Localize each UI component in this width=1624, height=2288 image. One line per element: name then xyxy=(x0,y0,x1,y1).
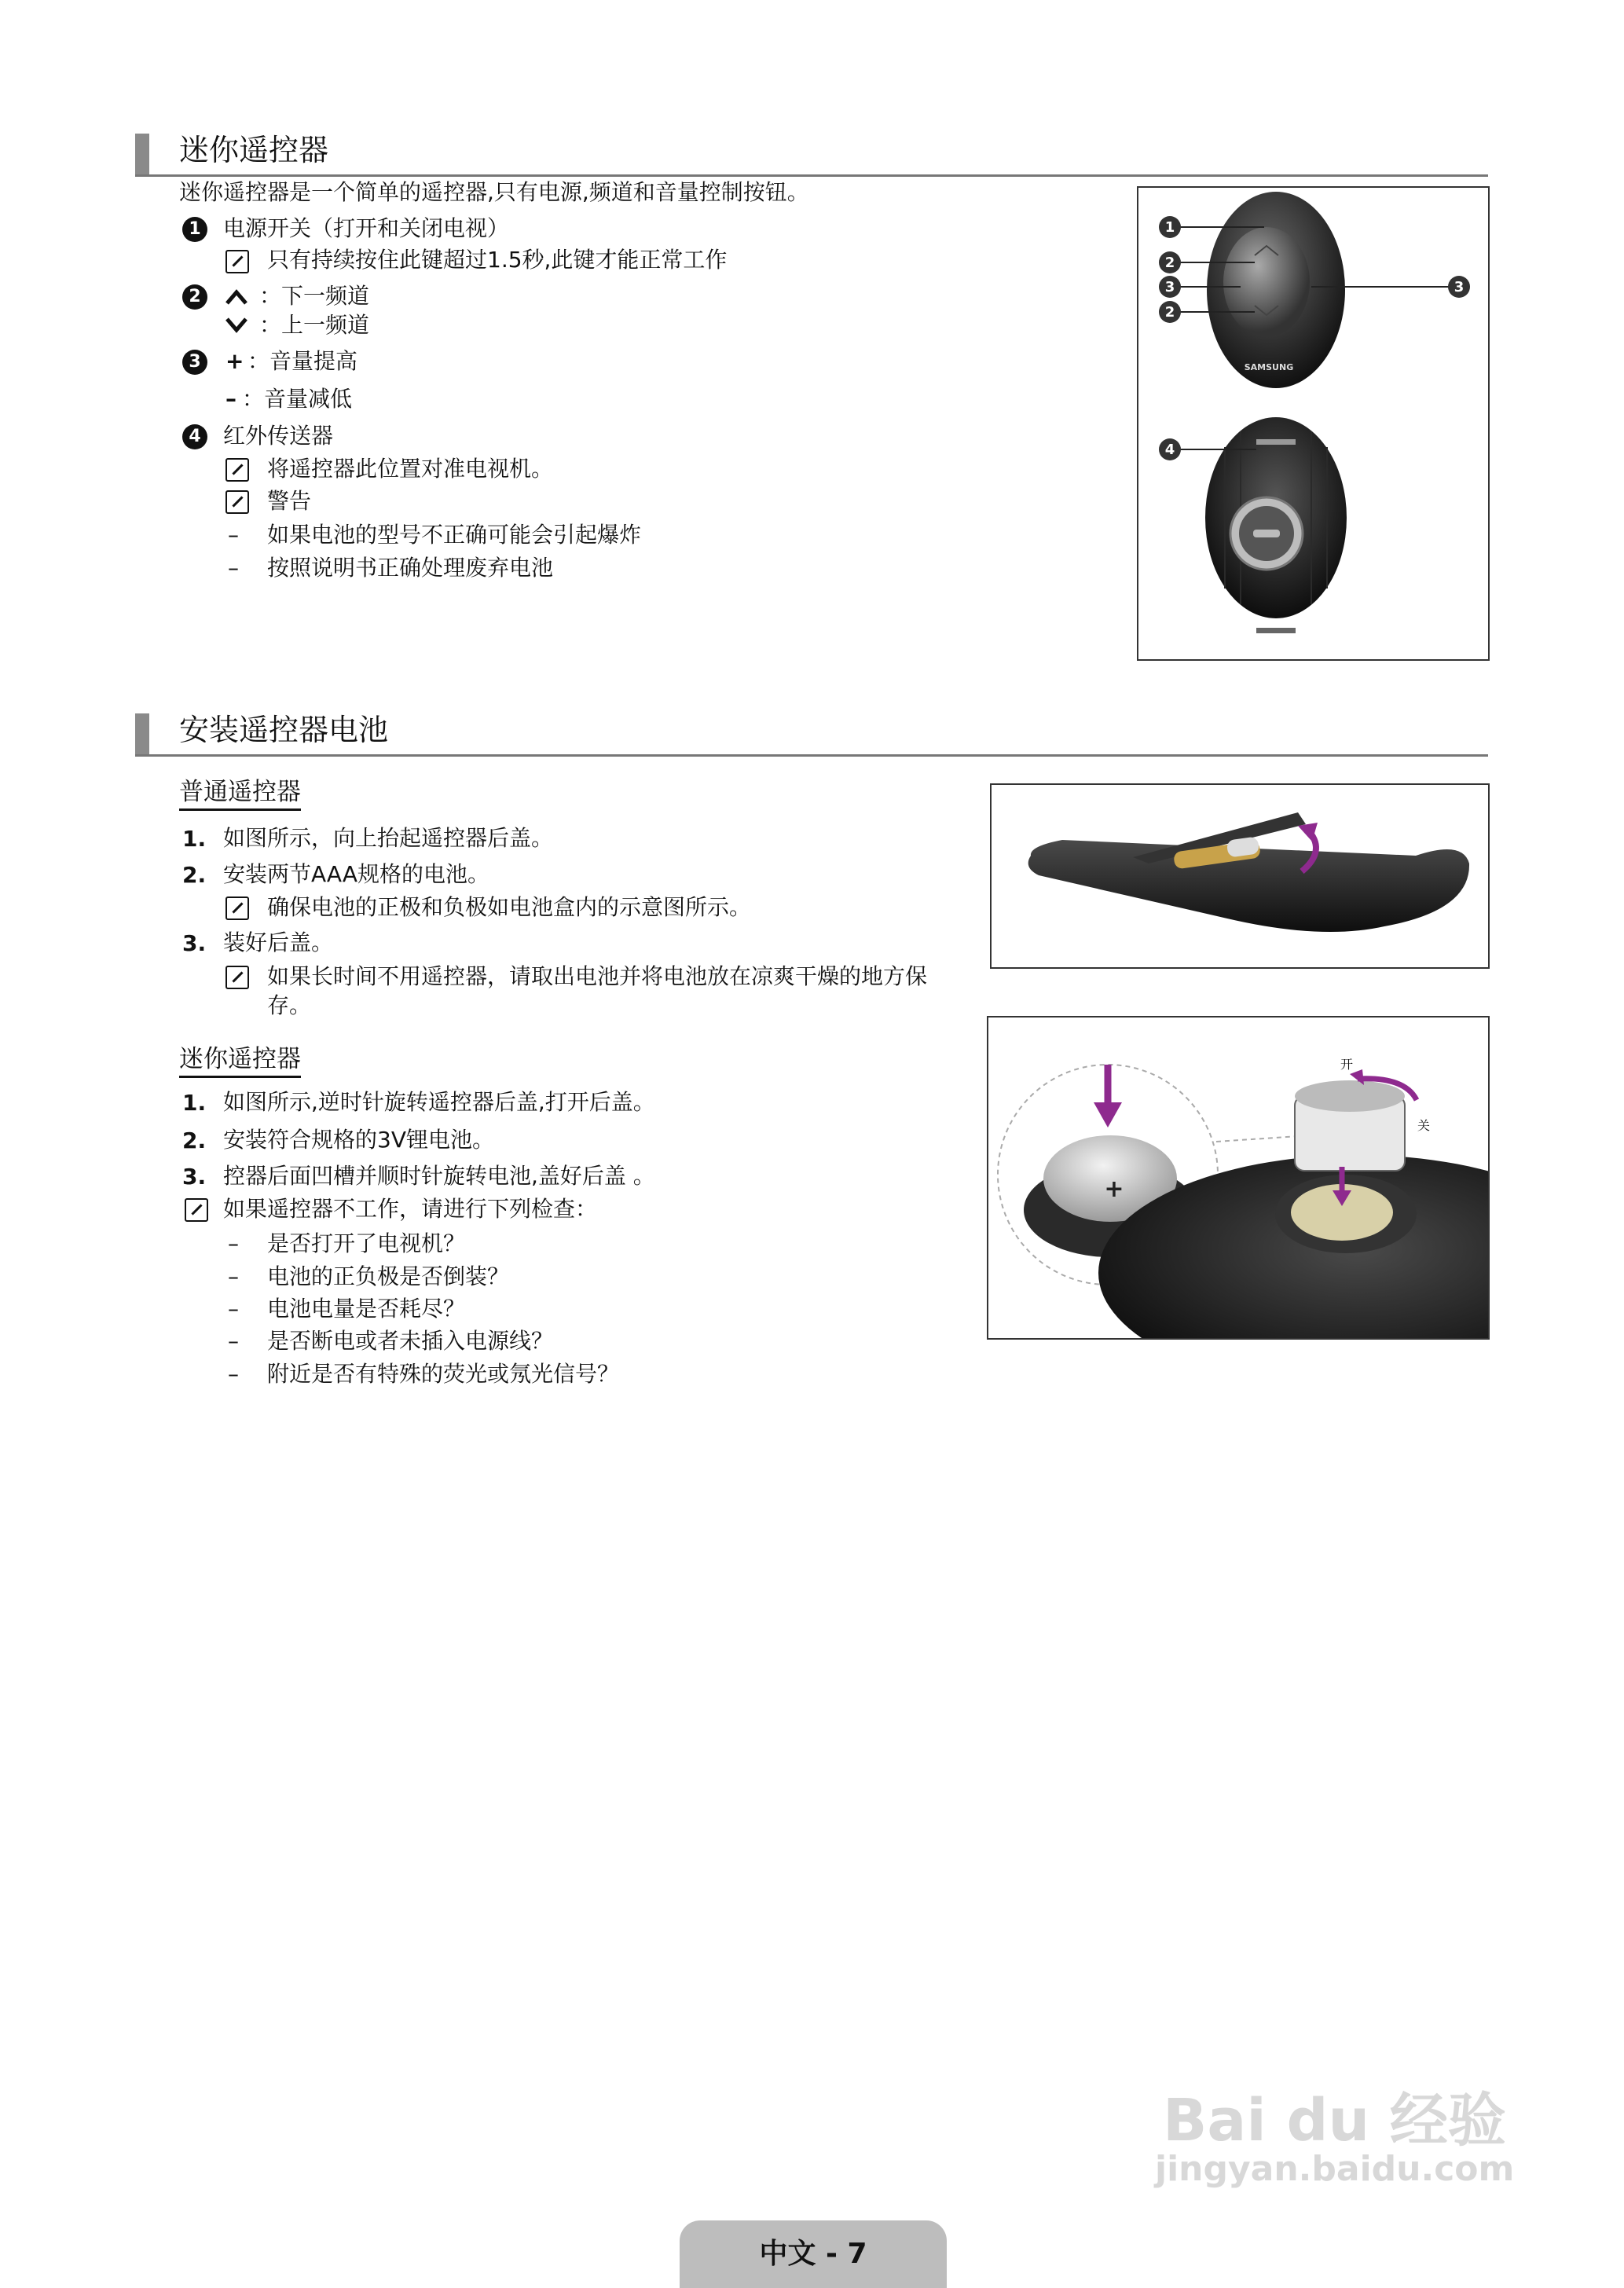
mini-step-2: 安装符合规格的3V锂电池。 xyxy=(223,1127,494,1153)
note-icon xyxy=(185,1198,208,1222)
section-title-mini-remote: 迷你遥控器 xyxy=(179,133,329,167)
channel-down-text: ：上一频道 xyxy=(259,312,370,338)
dash-bullet: – xyxy=(228,1328,239,1354)
section-marker xyxy=(135,134,149,174)
mini-step-3: 控器后面凹槽并顺时针旋转电池,盖好后盖 。 xyxy=(223,1163,655,1189)
section-title-battery-install: 安装遥控器电池 xyxy=(179,713,389,747)
fig-callout: 1 xyxy=(1164,219,1175,236)
step-number: 2. xyxy=(182,862,207,888)
volume-up-text: ：音量提高 xyxy=(247,348,358,374)
note-icon xyxy=(225,490,249,514)
intro-text: 迷你遥控器是一个简单的遥控器,只有电源,频道和音量控制按钮。 xyxy=(179,179,809,205)
note-icon xyxy=(225,250,249,273)
warning-line-1: 如果电池的型号不正确可能会引起爆炸 xyxy=(267,522,642,548)
dash-bullet: – xyxy=(228,1263,239,1289)
mini-battery-illustration xyxy=(988,1018,1488,1338)
step-number: 3. xyxy=(182,930,207,956)
normal-step-2: 安装两节AAA规格的电池。 xyxy=(223,861,490,887)
step-number: 2. xyxy=(182,1128,207,1153)
watermark-logo: Bai du 经验 xyxy=(1163,2087,1506,2154)
section-marker xyxy=(135,713,149,754)
check-3: 电池电量是否耗尽？ xyxy=(267,1296,466,1322)
page-number-tab: 中文 - 7 xyxy=(680,2220,947,2288)
minus-symbol: – xyxy=(225,386,236,412)
plus-symbol: + xyxy=(225,348,244,374)
check-2: 电池的正负极是否倒装？ xyxy=(267,1263,510,1289)
chevron-down-icon xyxy=(225,316,248,335)
note-4b-warning: 警告 xyxy=(267,488,312,514)
step-number: 1. xyxy=(182,826,207,852)
callout-3: 3 xyxy=(182,350,207,375)
item-1-label: 电源开关（打开和关闭电视） xyxy=(223,215,510,241)
volume-down-text: ：音量减低 xyxy=(242,386,353,412)
close-label: 关 xyxy=(1417,1118,1431,1133)
dash-bullet: – xyxy=(228,1361,239,1387)
figure-mini-remote-battery xyxy=(987,1016,1490,1340)
dash-bullet: – xyxy=(228,555,239,581)
fig-callout: 3 xyxy=(1164,279,1175,295)
fig-callout: 2 xyxy=(1164,255,1175,271)
normal-note-3-line2: 存。 xyxy=(267,992,312,1018)
channel-up-text: ：下一频道 xyxy=(259,283,370,309)
normal-note-3-line1: 如果长时间不用遥控器，请取出电池并将电池放在凉爽干燥的地方保 xyxy=(267,963,928,989)
callout-4: 4 xyxy=(182,424,207,449)
warning-line-2: 按照说明书正确处理废弃电池 xyxy=(267,555,554,581)
brand-label: SAMSUNG xyxy=(1244,362,1294,372)
svg-text:+: + xyxy=(1104,1175,1124,1203)
note-1: 只有持续按住此键超过1.5秒,此键才能正常工作 xyxy=(267,247,728,273)
note-icon xyxy=(225,896,249,920)
fig-callout: 3 xyxy=(1454,279,1465,295)
dash-bullet: – xyxy=(228,1230,239,1256)
normal-step-3: 装好后盖。 xyxy=(223,930,334,955)
callout-2: 2 xyxy=(182,284,207,310)
watermark-url: jingyan.baidu.com xyxy=(1155,2149,1515,2189)
open-label: 开 xyxy=(1340,1057,1354,1072)
check-5: 附近是否有特殊的荧光或氖光信号？ xyxy=(267,1361,620,1387)
normal-note-2: 确保电池的正极和负极如电池盒内的示意图所示。 xyxy=(267,894,752,920)
mini-note: 如果遥控器不工作，请进行下列检查： xyxy=(223,1196,598,1222)
check-4: 是否断电或者未插入电源线？ xyxy=(267,1328,554,1354)
normal-remote-illustration xyxy=(992,785,1488,967)
subheading-mini-remote: 迷你遥控器 xyxy=(179,1039,301,1078)
callout-1: 1 xyxy=(182,217,207,242)
section-rule xyxy=(135,174,1488,177)
mini-step-1: 如图所示,逆时针旋转遥控器后盖,打开后盖。 xyxy=(223,1089,655,1115)
chevron-up-icon xyxy=(225,288,248,306)
fig-callout: 4 xyxy=(1164,442,1175,458)
figure-normal-remote-battery xyxy=(990,783,1490,969)
dash-bullet: – xyxy=(228,1296,239,1322)
note-icon xyxy=(225,458,249,482)
item-4-label: 红外传送器 xyxy=(223,423,334,449)
step-number: 3. xyxy=(182,1164,207,1190)
fig-callout: 2 xyxy=(1164,304,1175,321)
note-4a: 将遥控器此位置对准电视机。 xyxy=(267,456,554,482)
subheading-normal-remote: 普通遥控器 xyxy=(179,772,301,811)
normal-step-1: 如图所示，向上抬起遥控器后盖。 xyxy=(223,825,554,851)
mini-remote-illustration xyxy=(1138,188,1488,659)
step-number: 1. xyxy=(182,1090,207,1116)
dash-bullet: – xyxy=(228,522,239,548)
check-1: 是否打开了电视机？ xyxy=(267,1230,466,1256)
section-rule xyxy=(135,754,1488,757)
figure-mini-remote xyxy=(1137,186,1490,661)
note-icon xyxy=(225,966,249,989)
